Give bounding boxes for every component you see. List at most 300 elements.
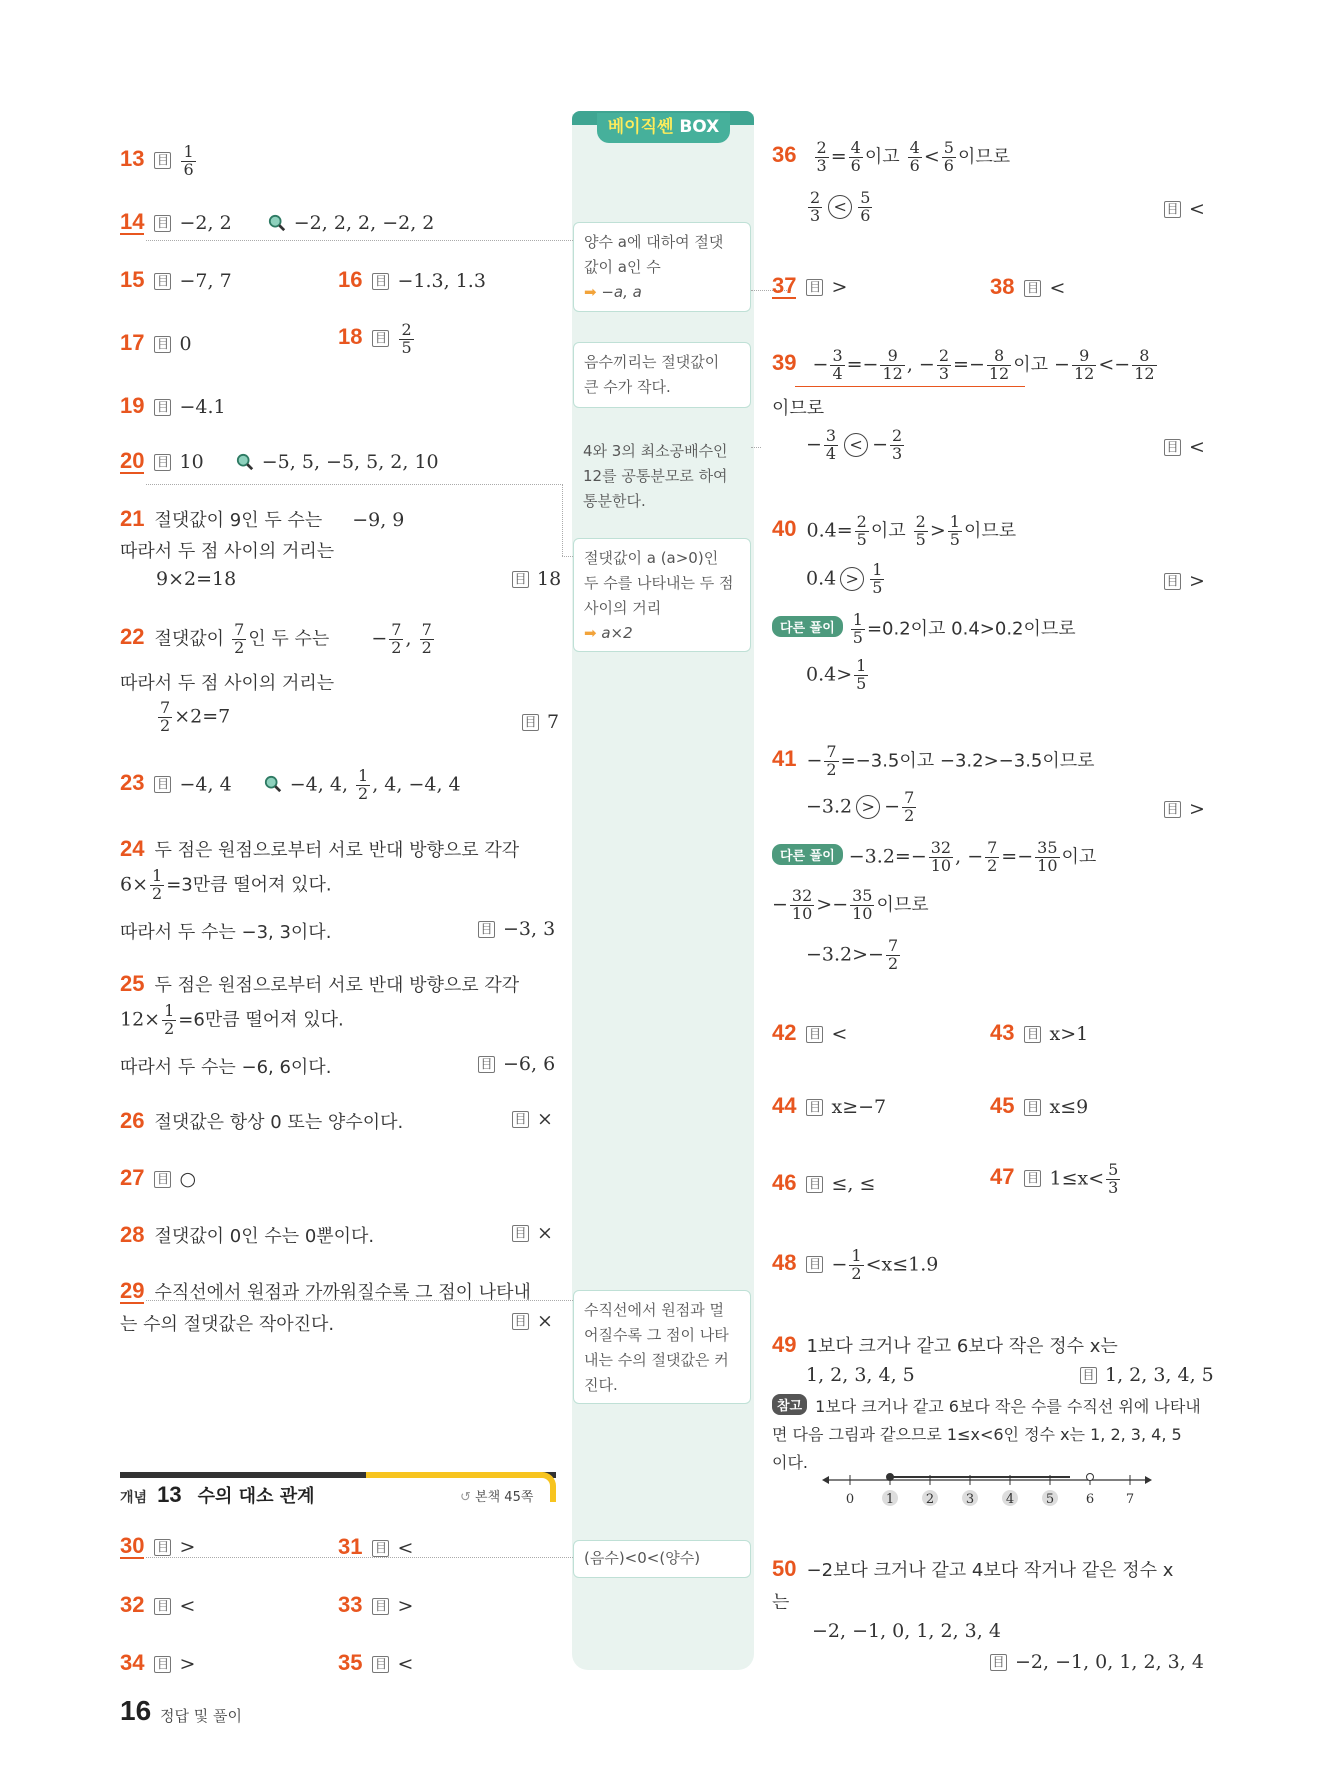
problem-22 xyxy=(120,622,436,657)
fraction xyxy=(858,190,872,225)
problem-number: 32 xyxy=(120,1592,145,1617)
problem-text: 절댓값은 항상 0 또는 양수이다. xyxy=(154,1112,404,1133)
problem-39-line3: − $\frac{3}{4}$ < − $\frac{2}{3}$ xyxy=(806,426,903,463)
problem-20 xyxy=(120,449,439,474)
note-line: 12를 공통분모로 하여 xyxy=(583,467,728,485)
problem-37 xyxy=(772,274,847,299)
answer-icon: 目 xyxy=(522,714,539,731)
text: 이고 xyxy=(1013,354,1049,376)
problem-18 xyxy=(338,322,416,357)
problem-21 xyxy=(120,506,404,532)
answer-icon: 目 xyxy=(478,921,495,938)
problem-40-alt: 다른 풀이 $\frac{1}{5}$ =0.2이고 0.4>0.2이므로 xyxy=(772,612,1076,647)
problem-number: 33 xyxy=(338,1592,363,1617)
problem-47: 47 目 1≤x< $\frac{5}{3}$ xyxy=(990,1160,1119,1197)
problem-26 xyxy=(120,1108,403,1134)
connector-line xyxy=(562,556,573,557)
problem-40-line2: 0.4 > $\frac{1}{5}$ xyxy=(806,560,883,597)
answer-icon: 目 xyxy=(1080,1367,1097,1384)
denominator: 2 xyxy=(358,783,369,803)
problem-number: 26 xyxy=(120,1108,145,1133)
problem-text: 따라서 두 점 사이의 거리는 xyxy=(120,673,335,694)
answer-50 xyxy=(990,1651,1204,1673)
connector-line xyxy=(751,447,761,448)
problem-number: 23 xyxy=(120,770,145,796)
problem-43 xyxy=(990,1020,1088,1046)
reference-text: 면 다음 그림과 같으므로 1≤x<6인 정수 x는 1, 2, 3, 4, 5 xyxy=(772,1425,1182,1444)
calc-text: 0.4 xyxy=(806,567,837,590)
magnifier-icon xyxy=(264,775,282,793)
answer-22 xyxy=(522,711,559,733)
answer-icon: 目 xyxy=(512,1225,529,1242)
fraction xyxy=(158,700,172,735)
problem-text: 두 점은 원점으로부터 서로 반대 방향으로 각각 xyxy=(154,840,520,861)
answer-icon: 目 xyxy=(372,330,389,347)
arrow-right-icon: ➡ xyxy=(584,624,597,642)
minus-sign: − xyxy=(371,627,388,650)
problem-15 xyxy=(120,267,232,293)
problem-calc: 1, 2, 3, 4, 5 xyxy=(806,1364,915,1386)
numerator: 4 xyxy=(909,138,920,157)
denominator: 2 xyxy=(391,637,402,657)
denominator: 2 xyxy=(160,715,171,735)
numerator: 1 xyxy=(358,766,369,785)
closed-endpoint xyxy=(887,1474,894,1481)
problem-24-line2 xyxy=(120,868,332,903)
answer-icon: 目 xyxy=(1024,280,1041,297)
problem-text: =3만큼 떨어져 있다. xyxy=(166,874,332,896)
problem-36 xyxy=(772,140,1010,175)
problem-48: 48 目 − $\frac{1}{2}$ <x≤1.9 xyxy=(772,1246,939,1283)
hint-value: −4, 4, xyxy=(289,773,348,796)
problem-number: 30 xyxy=(120,1533,145,1558)
answer-21 xyxy=(512,568,561,590)
problem-35 xyxy=(338,1650,413,1676)
answer-value: − xyxy=(831,1253,848,1276)
answer-value: < xyxy=(831,1023,848,1045)
answer-icon: 目 xyxy=(806,1026,823,1043)
number-line xyxy=(822,1470,1152,1510)
magnifier-icon xyxy=(268,214,286,232)
problem-17 xyxy=(120,330,192,356)
text: 이므로 xyxy=(963,520,1017,542)
symbol: < xyxy=(1098,353,1115,376)
numerator: 7 xyxy=(234,620,245,639)
problem-number: 17 xyxy=(120,330,145,355)
answer-icon: 目 xyxy=(806,1176,823,1193)
reference-text: 1보다 크거나 같고 6보다 작은 수를 수직선 위에 나타내 xyxy=(815,1397,1201,1416)
calc-text: −3.2=− xyxy=(848,845,927,868)
answer-value: × xyxy=(537,1108,553,1130)
denominator: 5 xyxy=(401,337,412,357)
circled-symbol: > xyxy=(840,567,864,591)
denominator: 6 xyxy=(909,155,920,175)
answer-value: 10 xyxy=(179,451,204,473)
calc-text: 0.4= xyxy=(806,519,853,542)
note-line: 사이의 거리 xyxy=(584,599,662,617)
answer-value: < xyxy=(397,1537,414,1559)
answer-value: ○ xyxy=(179,1168,197,1190)
answer-value: −2, 2 xyxy=(179,212,232,234)
answer-icon: 目 xyxy=(154,454,171,471)
denominator: 3 xyxy=(810,205,821,225)
connector-line xyxy=(562,484,563,556)
text: 이므로 xyxy=(876,894,929,916)
problem-40: 40 0.4= $\frac{2}{5}$ 이고 $\frac{2}{5}$ > $\frac{1}{5}$ 이므로 xyxy=(772,512,1017,549)
note-line: 음수끼리는 절댓값이 xyxy=(584,353,720,371)
page-number: 16 xyxy=(120,1695,152,1726)
denominator: 6 xyxy=(860,205,871,225)
problem-text: 두 점은 원점으로부터 서로 반대 방향으로 각각 xyxy=(154,975,520,996)
circled-symbol: < xyxy=(844,433,868,457)
problem-number: 49 xyxy=(772,1332,797,1357)
problem-24 xyxy=(120,836,519,862)
problem-39: 39 − $\frac{3}{4}$ =− $\frac{9}{12}$ , − $\frac{2}{3}$ =− $\frac{8}{12}$ 이고 − $\frac{9}{12}$ <− $\frac{8}{12}$ xyxy=(772,346,1155,383)
answer-icon: 目 xyxy=(1164,201,1181,218)
fraction xyxy=(181,144,195,179)
problem-calc: −2, −1, 0, 1, 2, 3, 4 xyxy=(812,1620,1001,1642)
calc-text: −3.2>− xyxy=(806,943,884,966)
tick-label: 6 xyxy=(1085,1492,1095,1507)
refresh-icon: ↺ xyxy=(460,1490,471,1505)
note-line: −a, a xyxy=(601,283,642,301)
numerator: 5 xyxy=(943,138,954,157)
problem-number: 43 xyxy=(990,1020,1015,1045)
answer-value: > xyxy=(179,1536,196,1558)
answer-icon: 目 xyxy=(512,571,529,588)
problem-text: 1보다 크거나 같고 6보다 작은 정수 x는 xyxy=(806,1336,1118,1357)
answer-49 xyxy=(1080,1364,1214,1386)
problem-30 xyxy=(120,1534,195,1559)
answer-value: > xyxy=(397,1595,414,1617)
denominator: 3 xyxy=(816,155,827,175)
problem-text: 따라서 두 점 사이의 거리는 xyxy=(120,541,335,562)
section-ref-text: 본책 45쪽 xyxy=(475,1490,534,1505)
symbol: = xyxy=(830,145,847,168)
problem-number: 41 xyxy=(772,746,797,772)
answer-value: 18 xyxy=(537,568,562,590)
problem-number: 28 xyxy=(120,1222,145,1247)
tick-label: 5 xyxy=(1045,1492,1055,1507)
problem-text: 절댓값이 0인 수는 0뿐이다. xyxy=(154,1226,375,1247)
problem-number: 36 xyxy=(772,142,797,168)
answer-26 xyxy=(512,1108,553,1130)
symbol: > xyxy=(929,519,946,542)
problem-14 xyxy=(120,210,434,235)
problem-text: −2보다 크거나 같고 4보다 작거나 같은 정수 x xyxy=(806,1560,1174,1581)
fraction xyxy=(808,190,822,225)
problem-text: 는 xyxy=(772,1592,790,1613)
fraction xyxy=(908,140,922,175)
text: 이고 xyxy=(864,146,900,168)
note-line: a×2 xyxy=(601,624,633,642)
answer-41 xyxy=(1164,798,1205,820)
note-line: 어질수록 그 점이 나타 xyxy=(584,1326,729,1344)
note-line: 진다. xyxy=(584,1376,618,1394)
answer-icon: 目 xyxy=(512,1111,529,1128)
problem-number: 50 xyxy=(772,1556,797,1581)
problem-31 xyxy=(338,1534,413,1560)
answer-value: < xyxy=(179,1595,196,1617)
problem-46 xyxy=(772,1170,875,1196)
answer-value: < xyxy=(1049,277,1066,299)
problem-number: 45 xyxy=(990,1093,1015,1118)
problem-number: 13 xyxy=(120,146,145,172)
text: 이므로 xyxy=(957,146,1011,168)
problem-41-line4: − $\frac{32}{10}$ >− $\frac{35}{10}$ 이므로 xyxy=(772,886,929,923)
box-title xyxy=(597,113,730,143)
problem-text: 수직선에서 원점과 가까워질수록 그 점이 나타내 xyxy=(154,1282,531,1303)
problem-19 xyxy=(120,393,226,419)
answer-value: ≤, ≤ xyxy=(831,1173,876,1195)
text: =−3.5이고 −3.2>−3.5이므로 xyxy=(840,750,1095,772)
numerator: 1 xyxy=(164,1001,175,1020)
symbol: < xyxy=(923,145,940,168)
answer-icon: 目 xyxy=(154,776,171,793)
note-line: 통분한다. xyxy=(583,492,646,510)
problem-40-line4: 0.4> $\frac{1}{5}$ xyxy=(806,656,867,693)
problem-32 xyxy=(120,1592,195,1618)
problem-text: 절댓값이 xyxy=(154,628,225,650)
problem-number: 29 xyxy=(120,1278,145,1303)
denominator: 6 xyxy=(850,155,861,175)
problem-number: 20 xyxy=(120,448,145,473)
numerator: 1 xyxy=(183,142,194,161)
note-line: 절댓값이 a (a>0)인 xyxy=(584,549,719,567)
answer-value: x≤9 xyxy=(1049,1096,1089,1118)
problem-number: 38 xyxy=(990,274,1015,299)
answer-icon: 目 xyxy=(154,1656,171,1673)
alt-solution-tag: 다른 풀이 xyxy=(772,616,843,637)
reference-tag: 참고 xyxy=(772,1394,807,1415)
answer-icon: 目 xyxy=(154,336,171,353)
problem-number: 19 xyxy=(120,393,145,418)
denominator: 2 xyxy=(234,637,245,657)
answer-value: × xyxy=(537,1222,553,1244)
connector-line xyxy=(146,240,573,241)
calc-text: ×2=7 xyxy=(174,705,231,728)
problem-49 xyxy=(772,1332,1118,1358)
tick-label: 7 xyxy=(1125,1492,1135,1507)
fraction xyxy=(420,622,434,657)
answer-icon: 目 xyxy=(1024,1099,1041,1116)
problem-50 xyxy=(772,1556,1173,1582)
hint-value: , 4, −4, 4 xyxy=(372,773,461,796)
section-number: 13 xyxy=(157,1482,182,1507)
answer-icon: 目 xyxy=(154,399,171,416)
problem-number: 34 xyxy=(120,1650,145,1675)
box-title-b: BOX xyxy=(679,117,720,137)
problem-number: 25 xyxy=(120,971,145,996)
problem-27 xyxy=(120,1165,196,1191)
numerator: 2 xyxy=(810,188,821,207)
problem-38 xyxy=(990,274,1065,300)
problem-34 xyxy=(120,1650,195,1676)
problem-number: 22 xyxy=(120,624,145,650)
answer-value: −6, 6 xyxy=(503,1053,556,1075)
circled-symbol: < xyxy=(828,195,852,219)
open-endpoint xyxy=(1087,1474,1094,1481)
answer-icon: 目 xyxy=(154,273,171,290)
connector-line xyxy=(146,484,563,485)
answer-value: −1.3, 1.3 xyxy=(397,270,486,292)
answer-icon: 目 xyxy=(372,1656,389,1673)
alt-solution-tag: 다른 풀이 xyxy=(772,844,843,865)
tick-label: 1 xyxy=(885,1492,895,1507)
denominator: 2 xyxy=(421,637,432,657)
section-title xyxy=(120,1482,315,1508)
answer-icon: 目 xyxy=(154,1598,171,1615)
answer-icon: 目 xyxy=(806,1099,823,1116)
note-line: (음수)<0<(양수) xyxy=(584,1549,701,1567)
fraction xyxy=(232,622,246,657)
answer-icon: 目 xyxy=(478,1056,495,1073)
problem-44 xyxy=(772,1093,886,1119)
numerator: 1 xyxy=(152,866,163,885)
problem-text: 따라서 두 수는 −6, 6이다. xyxy=(120,1057,332,1078)
problem-36-line2 xyxy=(806,190,874,225)
note-negative-compare xyxy=(573,342,751,408)
section-ref xyxy=(460,1486,533,1505)
calc-text: 6× xyxy=(120,873,149,896)
box-title-a: 베이직쎈 xyxy=(607,117,674,137)
fraction xyxy=(162,1003,176,1038)
section-label: 개념 xyxy=(120,1490,148,1506)
problem-number: 39 xyxy=(772,350,797,376)
answer-25 xyxy=(478,1053,555,1075)
note-line: 두 수를 나타내는 두 점 xyxy=(584,574,734,592)
fraction xyxy=(942,140,956,175)
problem-28 xyxy=(120,1222,374,1248)
problem-text: 절댓값이 9인 두 수는 xyxy=(154,510,323,531)
problem-25 xyxy=(120,971,519,997)
problem-calc: 9×2=18 xyxy=(156,568,237,590)
problem-text: 따라서 두 수는 −3, 3이다. xyxy=(120,922,332,943)
problem-41: 41 − $\frac{7}{2}$ =−3.5이고 −3.2>−3.5이므로 xyxy=(772,742,1095,779)
answer-icon: 目 xyxy=(512,1313,529,1330)
answer-icon: 目 xyxy=(806,279,823,296)
problem-number: 21 xyxy=(120,506,145,531)
section-name: 수의 대소 관계 xyxy=(197,1486,315,1507)
answer-39 xyxy=(1164,436,1205,458)
numerator: 7 xyxy=(160,698,171,717)
text: =0.2이고 0.4>0.2이므로 xyxy=(866,618,1076,640)
fraction xyxy=(815,140,829,175)
answer-value: −4.1 xyxy=(179,396,226,418)
problem-42 xyxy=(772,1020,847,1046)
answer-40 xyxy=(1164,570,1205,592)
answer-icon: 目 xyxy=(990,1654,1007,1671)
note-line: 양수 a에 대하여 절댓 xyxy=(584,233,724,251)
note-sign-order xyxy=(573,1540,751,1578)
problem-23 xyxy=(120,768,461,803)
answer-icon: 目 xyxy=(1164,801,1181,818)
problem-number: 15 xyxy=(120,267,145,292)
denominator: 6 xyxy=(183,159,194,179)
numerator: 5 xyxy=(860,188,871,207)
numerator: 7 xyxy=(391,620,402,639)
calc-text: 12× xyxy=(120,1008,161,1031)
fraction xyxy=(389,622,403,657)
problem-number: 46 xyxy=(772,1170,797,1195)
calc-text: −3.2 xyxy=(806,795,853,818)
text: 이고 xyxy=(1061,846,1097,868)
answer-icon: 目 xyxy=(154,1539,171,1556)
note-line: 값이 a인 수 xyxy=(584,258,661,276)
answer-value: × xyxy=(537,1310,553,1332)
text: 이므로 xyxy=(772,398,825,419)
denominator: 2 xyxy=(164,1018,175,1038)
problem-number: 40 xyxy=(772,516,797,542)
note-far-from-origin xyxy=(573,1290,751,1404)
problem-13 xyxy=(120,144,198,179)
problem-number: 37 xyxy=(772,273,797,298)
answer-icon: 目 xyxy=(1024,1170,1041,1187)
problem-41-alt: 다른 풀이 −3.2=− $\frac{32}{10}$ , − $\frac{7}{2}$ =− $\frac{35}{10}$ 이고 xyxy=(772,840,1096,875)
answer-icon: 目 xyxy=(1024,1026,1041,1043)
tick-label: 4 xyxy=(1005,1492,1015,1507)
answer-icon: 目 xyxy=(1164,439,1181,456)
answer-value: −7, 7 xyxy=(179,270,232,292)
answer-value: 1≤x< xyxy=(1049,1167,1105,1190)
fraction xyxy=(150,868,164,903)
problem-number: 47 xyxy=(990,1164,1015,1190)
problem-41-line2: −3.2 > − $\frac{7}{2}$ xyxy=(806,788,915,825)
problem-number: 48 xyxy=(772,1250,797,1276)
fraction xyxy=(356,768,370,803)
note-line: 큰 수가 작다. xyxy=(584,378,671,396)
answer-value: −2, −1, 0, 1, 2, 3, 4 xyxy=(1015,1651,1204,1673)
problem-text: =6만큼 떨어져 있다. xyxy=(178,1009,344,1031)
reference-note xyxy=(772,1394,1201,1417)
answer-value: < xyxy=(1189,198,1205,220)
answer-icon: 目 xyxy=(372,1598,389,1615)
answer-value: 1, 2, 3, 4, 5 xyxy=(1105,1364,1214,1386)
problem-45 xyxy=(990,1093,1088,1119)
note-line: 수직선에서 원점과 멀 xyxy=(584,1301,724,1319)
answer-icon: 目 xyxy=(806,1256,823,1273)
answer-value: > xyxy=(179,1653,196,1675)
problem-number: 42 xyxy=(772,1020,797,1045)
answer-icon: 目 xyxy=(372,1540,389,1557)
answer-value: 0 xyxy=(179,333,192,355)
answer-value: <x≤1.9 xyxy=(865,1253,939,1276)
answer-value: x>1 xyxy=(1049,1023,1089,1045)
hint-value: −2, 2, 2, −2, 2 xyxy=(293,212,435,234)
problem-calc xyxy=(156,700,230,735)
hint-value: −5, 5, −5, 5, 2, 10 xyxy=(261,451,439,473)
answer-value: > xyxy=(1189,570,1205,592)
problem-number: 16 xyxy=(338,267,363,292)
answer-icon: 目 xyxy=(154,152,171,169)
page-label: 정답 및 풀이 xyxy=(160,1707,242,1725)
numerator: 7 xyxy=(421,620,432,639)
note-absolute-value xyxy=(573,222,751,312)
text: 이고 xyxy=(870,520,906,542)
fraction xyxy=(399,322,413,357)
answer-value: x≥−7 xyxy=(831,1096,887,1118)
answer-24 xyxy=(478,918,555,940)
numerator: 4 xyxy=(850,138,861,157)
tick-label: 3 xyxy=(965,1492,975,1507)
problem-number: 18 xyxy=(338,324,363,350)
numerator: 2 xyxy=(401,320,412,339)
problem-16 xyxy=(338,267,486,293)
problem-number: 44 xyxy=(772,1093,797,1118)
calc-text: 0.4> xyxy=(806,663,853,686)
problem-number: 31 xyxy=(338,1534,363,1559)
problem-41-line5: −3.2>− $\frac{7}{2}$ xyxy=(806,936,899,973)
